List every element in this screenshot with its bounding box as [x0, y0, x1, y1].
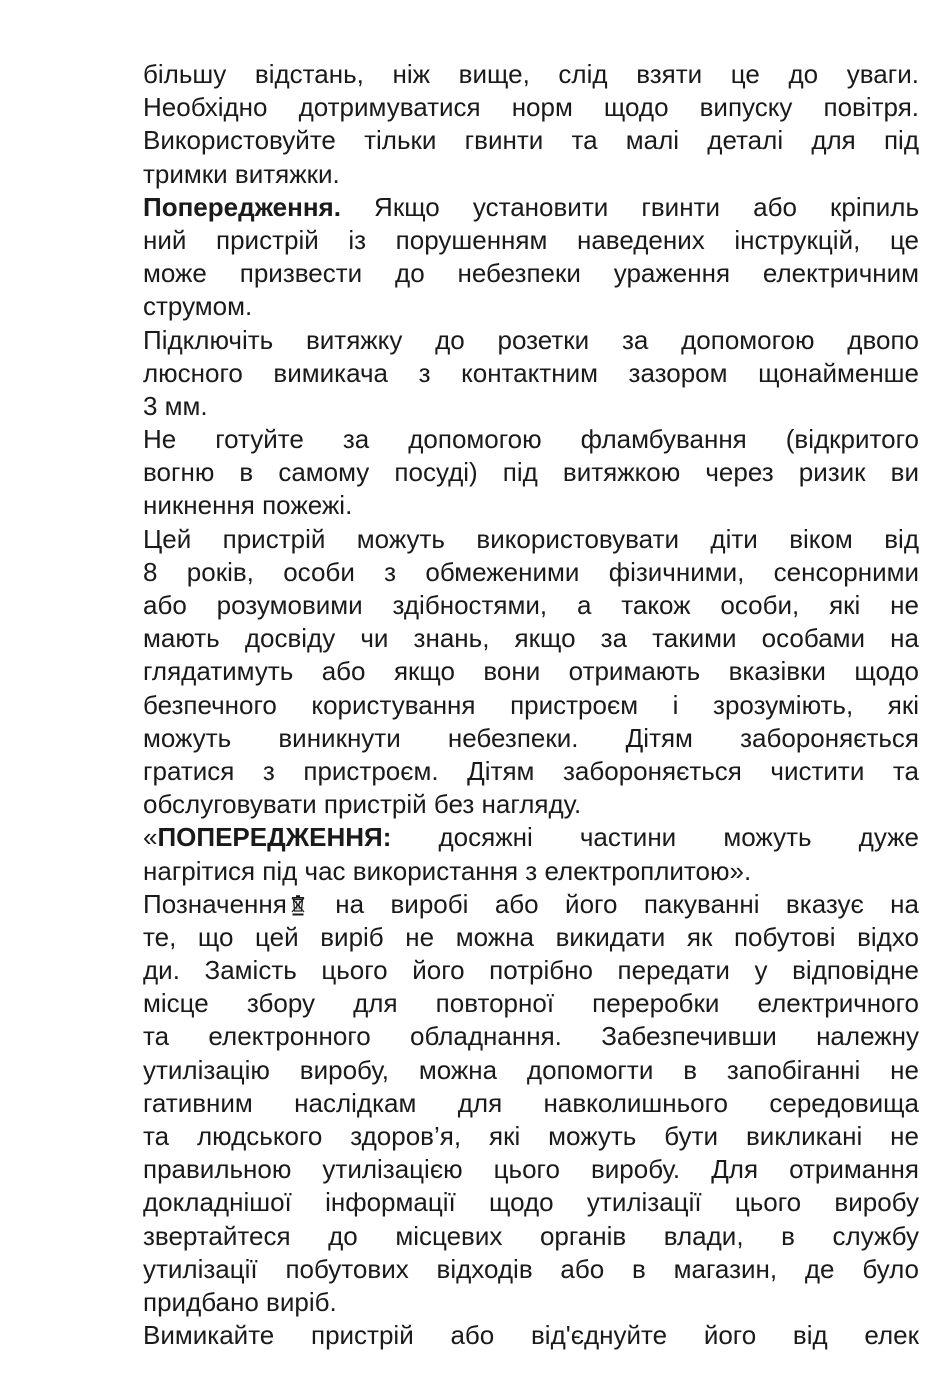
text-fragment: Якщо установити гвинти або кріпиль	[340, 191, 919, 222]
paragraph-flambe	[143, 423, 919, 523]
text-line: Не готуйте за допомогою фламбування (відкритого	[143, 424, 919, 455]
text-line: глядатимуть або якщо вони отримають вказівки щодо	[143, 656, 919, 687]
text-line: никнення пожежі.	[143, 490, 353, 521]
text-line: мають досвіду чи знань, якщо за такими особами на	[143, 623, 919, 654]
text-line: безпечного користування пристроєм і зрозуміють, які	[143, 689, 919, 720]
text-line: Цей пристрій можуть використовувати діти віком від	[143, 523, 919, 554]
text-line: Підключіть витяжку до розетки за допомогою двопо	[143, 324, 919, 355]
paragraph-power-off	[143, 1319, 919, 1352]
text-line: тримки витяжки.	[143, 158, 340, 189]
warning-label: ПОПЕРЕДЖЕННЯ:	[157, 822, 392, 853]
text-fragment: Позначення	[143, 888, 287, 919]
text-line: люсного вимикача з контактним зазором щонайменше	[143, 357, 919, 388]
text-line	[143, 191, 919, 224]
text-line: нагрітися під час використання з електроплитою».	[143, 855, 752, 886]
text-fragment: на виробі або його пакуванні вказує на	[308, 888, 919, 919]
text-line: місце збору для повторної переробки електричного	[143, 988, 919, 1019]
text-line: можуть виникнути небезпеки. Дітям забороняється	[143, 722, 919, 753]
text-line: та електронного обладнання. Забезпечивши належну	[143, 1021, 919, 1052]
text-line: обслуговувати пристрій без нагляду.	[143, 789, 582, 820]
text-line: та людського здоров’я, які можуть бути викликані не	[143, 1121, 919, 1151]
text-line: гратися з пристроєм. Дітям забороняється чистити та	[143, 755, 919, 786]
crossed-bin-icon	[291, 894, 305, 916]
text-line	[143, 821, 919, 854]
text-line: Використовуйте тільки гвинти та малі деталі для під	[143, 125, 919, 156]
text-line: придбано виріб.	[143, 1286, 337, 1317]
text-line: вогню в самому посуді) під витяжкою через ризик ви	[143, 457, 919, 488]
document-body	[143, 58, 919, 1352]
text-line: 3 мм.	[143, 390, 208, 421]
text-line: те, що цей виріб не можна викидати як побутові відхо	[143, 921, 919, 952]
text-line: може призвести до небезпеки ураження електричним	[143, 258, 919, 289]
text-line: утилізації побутових відходів або в магазин, де було	[143, 1253, 919, 1284]
paragraph-children	[143, 523, 919, 822]
text-line: гативним наслідкам для навколишнього середовища	[143, 1087, 919, 1118]
text-line: ний пристрій із порушенням наведених інструкцій, це	[143, 224, 919, 255]
paragraph-disposal	[143, 888, 919, 1319]
paragraph-switch	[143, 324, 919, 424]
text-line: правильною утилізацією цього виробу. Для отримання	[143, 1154, 919, 1185]
text-line	[143, 888, 919, 921]
paragraph-warning-hot	[143, 821, 919, 887]
text-line: Необхідно дотримуватися норм щодо випуску повітря.	[143, 92, 919, 123]
text-line: звертайтеся до місцевих органів влади, в службу	[143, 1220, 919, 1251]
text-line: струмом.	[143, 291, 253, 322]
text-line: більшу відстань, ніж вище, слід взяти це до уваги.	[143, 59, 919, 89]
text-line: докладнішої інформації щодо утилізації цього виробу	[143, 1187, 919, 1218]
text-line: ди. Замість цього його потрібно передати у відповідне	[143, 955, 919, 986]
paragraph-ventilation	[143, 58, 919, 191]
quote-mark: «	[143, 822, 158, 853]
text-line: або розумовими здібностями, а також особи, які не	[143, 590, 919, 620]
warning-label: Попередження.	[143, 191, 341, 222]
paragraph-warning-screws	[143, 191, 919, 324]
text-line: 8 років, особи з обмеженими фізичними, сенсорними	[143, 556, 919, 587]
text-line: утилізацію виробу, можна допомогти в запобіганні не	[143, 1054, 919, 1085]
text-line: Вимикайте пристрій або від'єднуйте його від елек	[143, 1320, 919, 1351]
text-fragment: досяжні частини можуть дуже	[391, 822, 919, 853]
